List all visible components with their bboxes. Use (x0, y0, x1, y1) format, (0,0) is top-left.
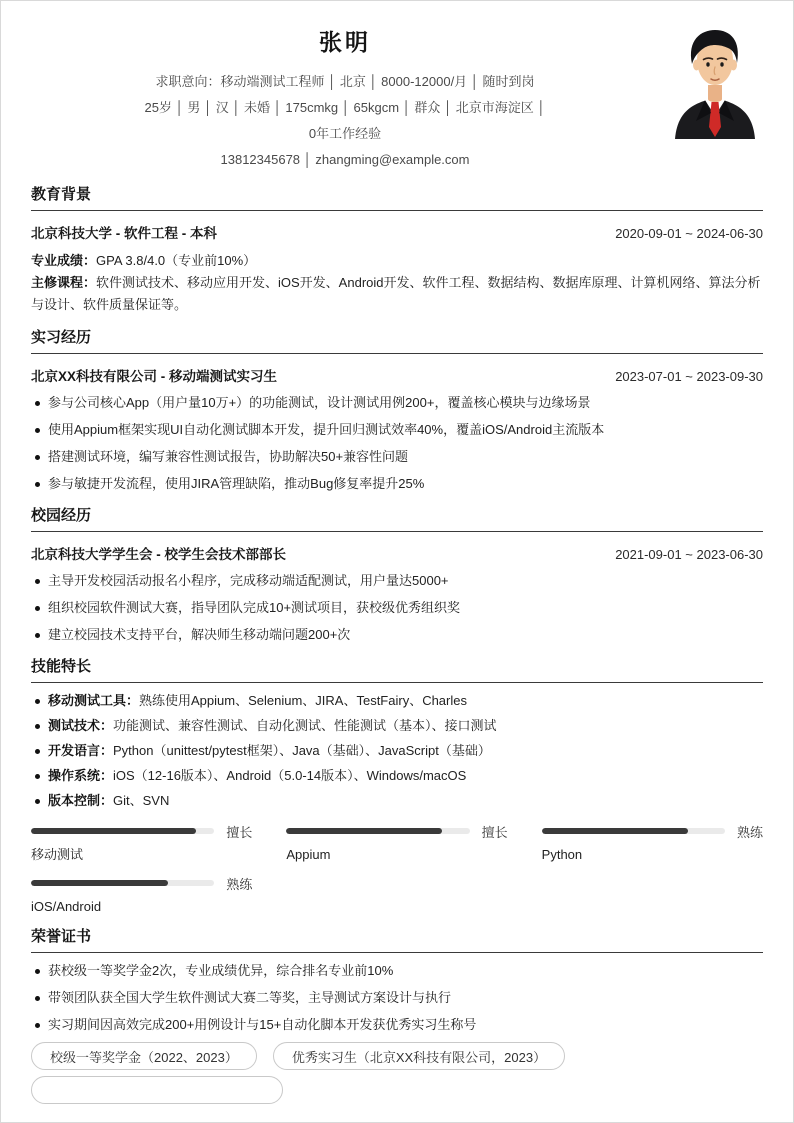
bullet-dot (35, 969, 40, 974)
bullet-dot (35, 749, 40, 754)
skill-bar-fill (31, 828, 196, 834)
bullet-text: 搭建测试环境，编写兼容性测试报告，协助解决50+兼容性问题 (48, 449, 409, 464)
internship-entry-head (31, 368, 763, 385)
campus-date-range: 2021-09-01 ~ 2023-06-30 (615, 547, 763, 562)
bullet-text: 实习期间因高效完成200+用例设计与15+自动化脚本开发获优秀实习生称号 (48, 1017, 477, 1032)
profile-photo (667, 27, 763, 139)
bullet-text: 主导开发校园活动报名小程序，完成移动端适配测试，用户量达5000+ (48, 573, 449, 588)
skill-bar (31, 823, 252, 863)
skills-bullet-list (31, 691, 763, 811)
bullet-item (31, 1015, 763, 1035)
education-details (31, 250, 763, 316)
skill-bar-row (286, 823, 507, 839)
bullet-dot (35, 996, 40, 1001)
skill-name-label: Appium (286, 847, 331, 862)
bullet-dot (35, 724, 40, 729)
detail-text: 软件测试技术、移动应用开发、iOS开发、Android开发、软件工程、数据结构、数据库原理、计算机网络、算法分析与设计、软件质量保证等。 (31, 275, 761, 312)
skill-label: 开发语言： (48, 743, 114, 758)
bullet-text: 参与公司核心App（用户量10万+）的功能测试，设计测试用例200+，覆盖核心模块与边缘场景 (48, 395, 591, 410)
bullet-item (31, 571, 763, 591)
section-education (31, 187, 763, 316)
profile-photo-illustration (667, 27, 763, 139)
bullet-item (31, 625, 763, 645)
bullet-text: 使用Appium框架实现UI自动化测试脚本开发，提升回归测试效率40%，覆盖iOS/Android主流版本 (48, 422, 605, 437)
badge-pill (31, 1042, 257, 1070)
school-and-major: 北京科技大学 - 软件工程 - 本科 (31, 226, 217, 241)
organization-and-role: 北京科技大学学生会 - 校学生会技术部部长 (31, 547, 286, 562)
bullet-dot (35, 428, 40, 433)
campus-bullet-list (31, 571, 763, 645)
skill-label: 移动测试工具： (48, 693, 140, 708)
education-title: 教育背景 (31, 187, 763, 211)
skill-bar (542, 823, 763, 863)
skill-bar-fill (542, 828, 689, 834)
work-experience-line: 0年工作经验 (308, 126, 382, 141)
bullet-text: 建立校园技术支持平台，解决师生移动端问题200+次 (48, 627, 351, 642)
job-intent-line: 求职意向：移动端测试工程师 │ 北京 │ 8000-12000/月 │ 随时到岗 (155, 74, 535, 89)
bullet-text: 获校级一等奖学金2次，专业成绩优异，综合排名专业前10% (48, 963, 394, 978)
skill-bar-row (542, 823, 763, 839)
campus-title: 校园经历 (31, 508, 763, 532)
skill-item (31, 716, 763, 736)
bullet-text: 组织校园软件测试大赛，指导团队完成10+测试项目，获校级优秀组织奖 (48, 600, 461, 615)
skill-item (31, 741, 763, 761)
bullet-dot (35, 401, 40, 406)
bullet-dot (35, 455, 40, 460)
skill-label: 测试技术： (48, 718, 114, 733)
bullet-item (31, 988, 763, 1008)
bullet-item (31, 447, 763, 467)
badge-list (31, 1042, 763, 1070)
contact-line: 13812345678 │ zhangming@example.com (220, 152, 470, 167)
bullet-item (31, 393, 763, 413)
skill-bar-track (542, 828, 725, 834)
bullet-dot (35, 699, 40, 704)
skill-label: 版本控制： (48, 793, 114, 808)
skill-text: Python（unittest/pytest框架）、Java（基础）、JavaScript（基础） (113, 743, 491, 758)
skill-name-label: Python (541, 847, 583, 862)
section-campus (31, 508, 763, 645)
skill-text: Git、SVN (113, 793, 170, 808)
honors-title: 荣誉证书 (31, 929, 763, 953)
skill-text: 熟练使用Appium、Selenium、JIRA、TestFairy、Charles (139, 693, 467, 708)
skill-bar-row (31, 875, 252, 891)
internship-bullet-list (31, 393, 763, 494)
section-honors (31, 929, 763, 1104)
skill-text: iOS（12-16版本）、Android（5.0-14版本）、Windows/macOS (113, 768, 467, 783)
internship-date-range: 2023-07-01 ~ 2023-09-30 (615, 369, 763, 384)
campus-entry-head (31, 546, 763, 563)
bullet-dot (35, 774, 40, 779)
skill-level-label: 擅长 (226, 824, 253, 840)
skill-level-label: 熟练 (226, 876, 253, 892)
badge-pill-clipped (31, 1076, 283, 1104)
bullet-dot (35, 1023, 40, 1028)
bullet-item (31, 420, 763, 440)
skill-bar-fill (31, 880, 168, 886)
skill-bar-track (31, 880, 214, 886)
bullet-dot (35, 579, 40, 584)
skill-level-label: 熟练 (736, 824, 763, 840)
skill-label: 操作系统： (48, 768, 114, 783)
badge-pill (273, 1042, 565, 1070)
badge-label: 校级一等奖学金（2022、2023） (50, 1049, 238, 1065)
section-internship (31, 330, 763, 494)
skill-bar-track (286, 828, 469, 834)
skill-bar (286, 823, 507, 863)
skills-title: 技能特长 (31, 659, 763, 683)
bullet-item (31, 598, 763, 618)
internship-title: 实习经历 (31, 330, 763, 354)
bullet-text: 带领团队获全国大学生软件测试大赛二等奖，主导测试方案设计与执行 (48, 990, 452, 1005)
skill-item (31, 791, 763, 811)
candidate-name: 张明 (319, 29, 371, 55)
detail-label: 专业成绩： (31, 253, 97, 268)
skill-item (31, 766, 763, 786)
education-detail-line (31, 250, 763, 272)
education-date-range: 2020-09-01 ~ 2024-06-30 (615, 226, 763, 241)
badge-label: 优秀实习生（北京XX科技有限公司，2023） (291, 1049, 547, 1065)
badge-list-clipped-row (31, 1076, 763, 1104)
education-entry-head (31, 225, 763, 242)
bullet-dot (35, 482, 40, 487)
skill-text: 功能测试、兼容性测试、自动化测试、性能测试（基本）、接口测试 (113, 718, 497, 733)
company-and-role: 北京XX科技有限公司 - 移动端测试实习生 (31, 369, 278, 384)
detail-text: GPA 3.8/4.0（专业前10%） (96, 253, 257, 268)
bullet-item (31, 474, 763, 494)
bullet-item (31, 961, 763, 981)
skill-item (31, 691, 763, 711)
skill-level-label: 擅长 (481, 824, 508, 840)
skill-bar-track (31, 828, 214, 834)
bullet-dot (35, 606, 40, 611)
bullet-dot (35, 799, 40, 804)
skill-bars-grid (31, 823, 763, 915)
resume-header (31, 1, 763, 173)
skill-name-label: iOS/Android (31, 899, 102, 914)
skill-name-label: 移动测试 (31, 847, 84, 862)
skill-bar (31, 875, 252, 915)
detail-label: 主修课程： (31, 275, 97, 290)
bullet-dot (35, 633, 40, 638)
section-skills (31, 659, 763, 915)
skill-bar-fill (286, 828, 442, 834)
bullet-text: 参与敏捷开发流程，使用JIRA管理缺陷，推动Bug修复率提升25% (48, 476, 425, 491)
education-detail-line (31, 272, 763, 316)
personal-info-line: 25岁 │ 男 │ 汉 │ 未婚 │ 175cmkg │ 65kgcm │ 群众 │ 北京市海淀区 │ (144, 100, 546, 115)
honors-bullet-list (31, 961, 763, 1035)
skill-bar-row (31, 823, 252, 839)
header-text-block (31, 25, 659, 173)
